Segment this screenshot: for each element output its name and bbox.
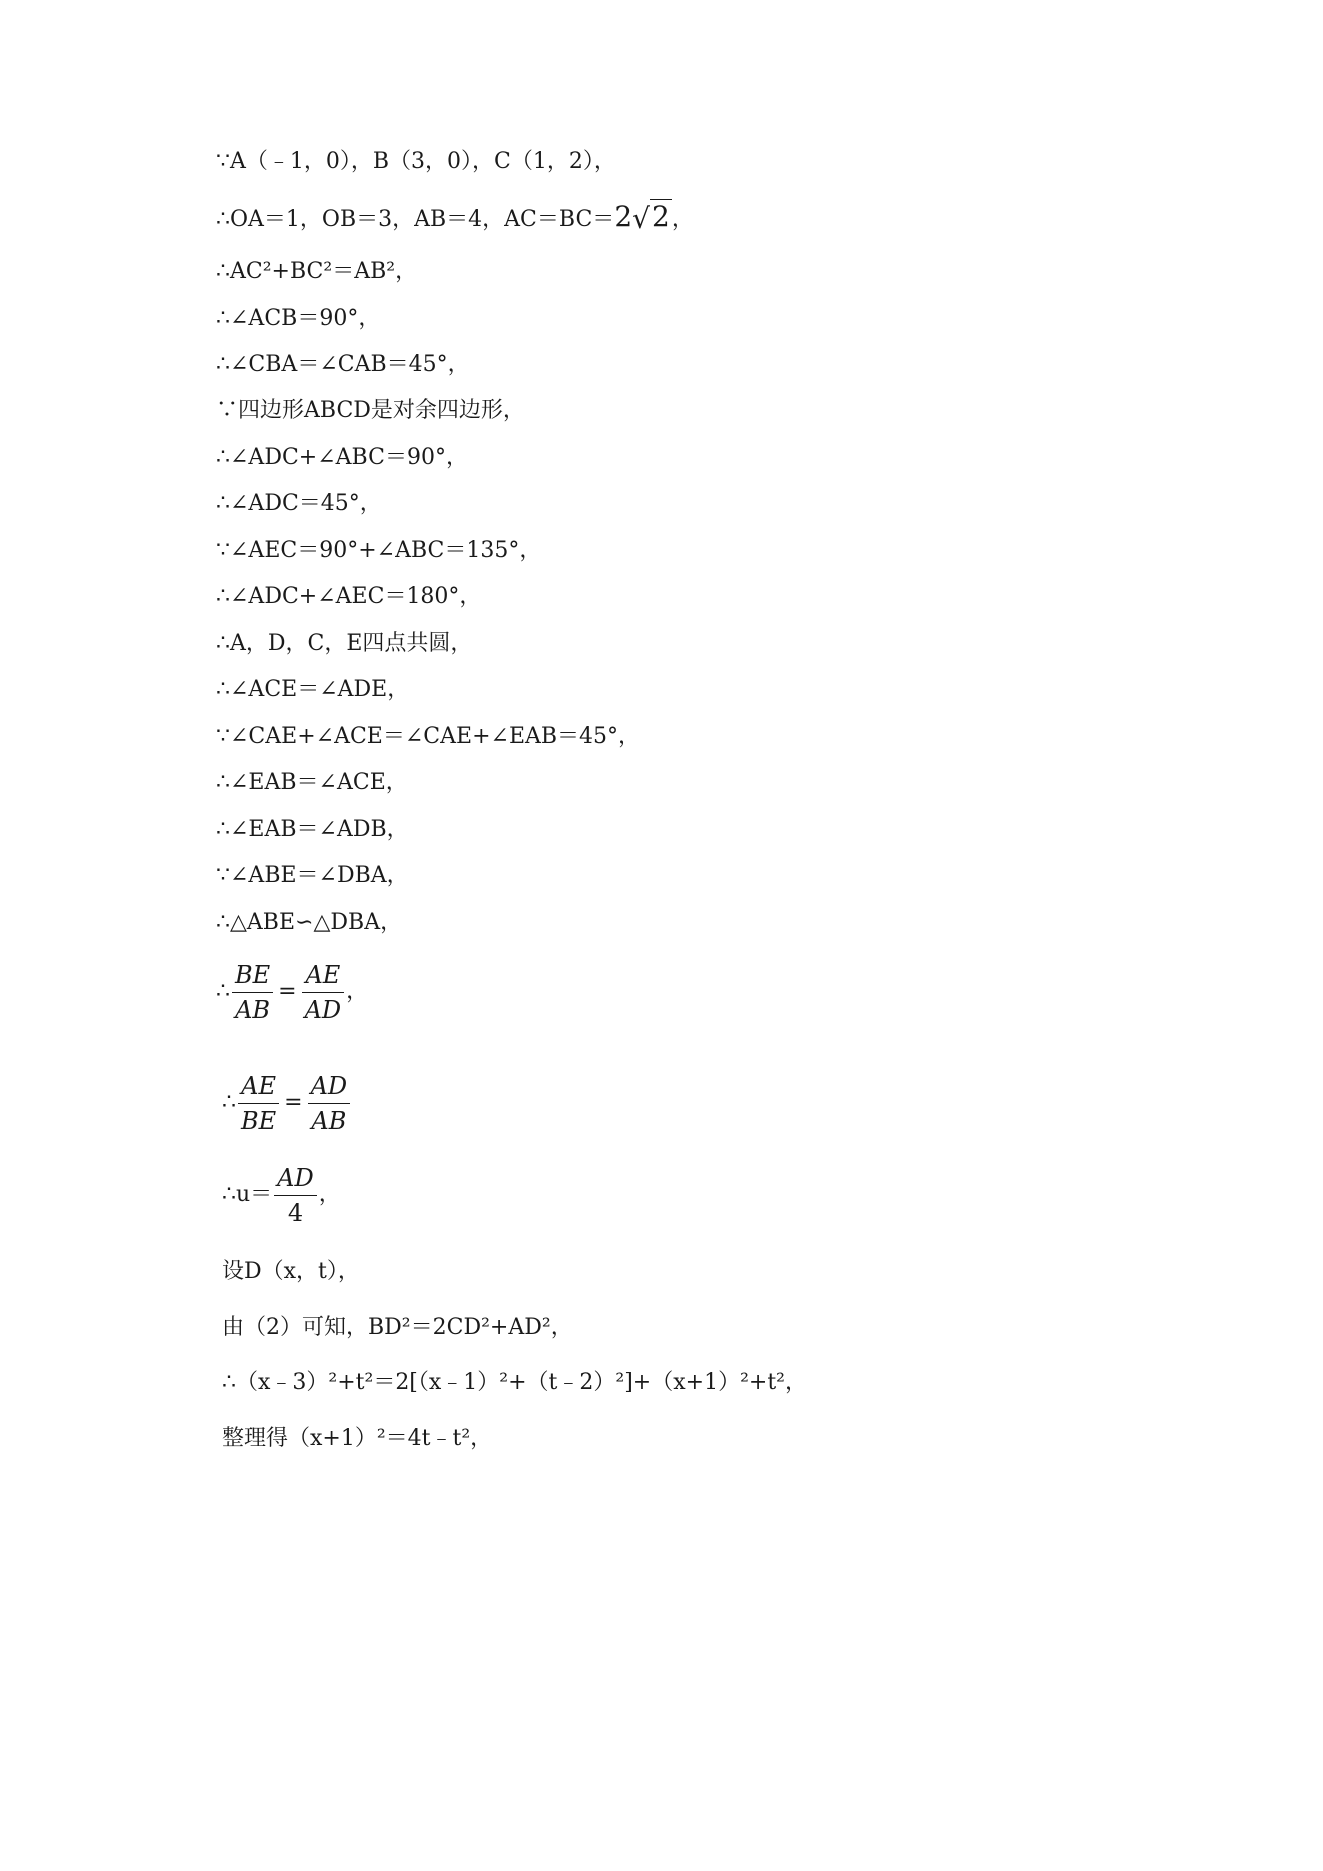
line-from-part-2: 由（2）可知，BD²＝2CD²+AD²， (222, 1315, 573, 1340)
line-angle-cae: ∵∠CAE+∠ACE＝∠CAE+∠EAB＝45°， (216, 724, 641, 749)
fraction-ad-4 (274, 1161, 317, 1230)
therefore-symbol: ∴ (216, 979, 230, 1004)
equals-sign: = (284, 1090, 303, 1115)
denominator: AB (235, 995, 271, 1024)
numerator: BE (232, 958, 273, 993)
fraction-ad-ab (308, 1069, 351, 1138)
radicand: 2 (651, 200, 670, 233)
line-angle-sum: ∴∠ADC+∠ABC＝90°， (216, 445, 468, 470)
line-angle-ace: ∴∠ACE＝∠ADE， (216, 677, 410, 702)
line-angle-adc: ∴∠ADC＝45°， (216, 491, 382, 516)
line-lengths-suffix: ， (671, 207, 694, 232)
numerator: AE (302, 958, 345, 993)
line-simplify: 整理得（x+1）²＝4t﹣t²， (222, 1426, 493, 1451)
numerator: AE (238, 1069, 279, 1104)
line-lengths-text: ∴OA＝1，OB＝3，AB＝4，AC＝BC＝ (216, 207, 615, 232)
denominator: AB (311, 1106, 347, 1135)
line-angle-eab: ∴∠EAB＝∠ACE， (216, 770, 408, 795)
denominator: AD (304, 995, 342, 1024)
sqrt-coefficient: 2 (614, 200, 633, 233)
line-fraction-3 (222, 1159, 341, 1231)
line-let-d: 设D（x，t）， (222, 1259, 360, 1284)
line-angle-abe: ∵∠ABE＝∠DBA， (216, 863, 409, 888)
equals-sign: = (278, 979, 297, 1004)
line-similar: ∴△ABE∽△DBA， (216, 910, 403, 935)
comma: ， (318, 1182, 341, 1207)
line-angle-acb: ∴∠ACB＝90°， (216, 306, 381, 331)
line-quadrilateral: ∵四边形ABCD是对余四边形， (216, 398, 525, 423)
line-concyclic: ∴A，D，C，E四点共圆， (216, 631, 473, 656)
fraction-be-ab (232, 958, 273, 1027)
therefore-symbol: ∴ (222, 1090, 236, 1115)
u-equals: ∴u＝ (222, 1182, 273, 1207)
fraction-ae-be (238, 1069, 279, 1138)
line-fraction-1 (216, 956, 368, 1028)
line-angle-eab-adb: ∴∠EAB＝∠ADB， (216, 817, 409, 842)
line-supplementary: ∴∠ADC+∠AEC＝180°， (216, 584, 482, 609)
line-points: ∵A（﹣1，0），B（3，0），C（1，2）， (216, 149, 616, 174)
line-lengths (216, 201, 694, 236)
line-fraction-2 (222, 1067, 352, 1139)
line-angle-cba: ∴∠CBA＝∠CAB＝45°， (216, 352, 470, 377)
numerator: AD (308, 1069, 351, 1104)
denominator: BE (241, 1106, 277, 1135)
line-angle-aec: ∵∠AEC＝90°+∠ABC＝135°， (216, 538, 542, 563)
fraction-ae-ad (302, 958, 345, 1027)
denominator: 4 (287, 1198, 304, 1227)
line-pythagoras: ∴AC²+BC²＝AB²， (216, 259, 418, 284)
line-expansion: ∴（x﹣3）²+t²＝2[（x﹣1）²+（t﹣2）²]+（x+1）²+t²， (222, 1370, 807, 1395)
radical-sign: √ (632, 202, 650, 235)
comma: ， (346, 979, 369, 1004)
numerator: AD (274, 1161, 317, 1196)
